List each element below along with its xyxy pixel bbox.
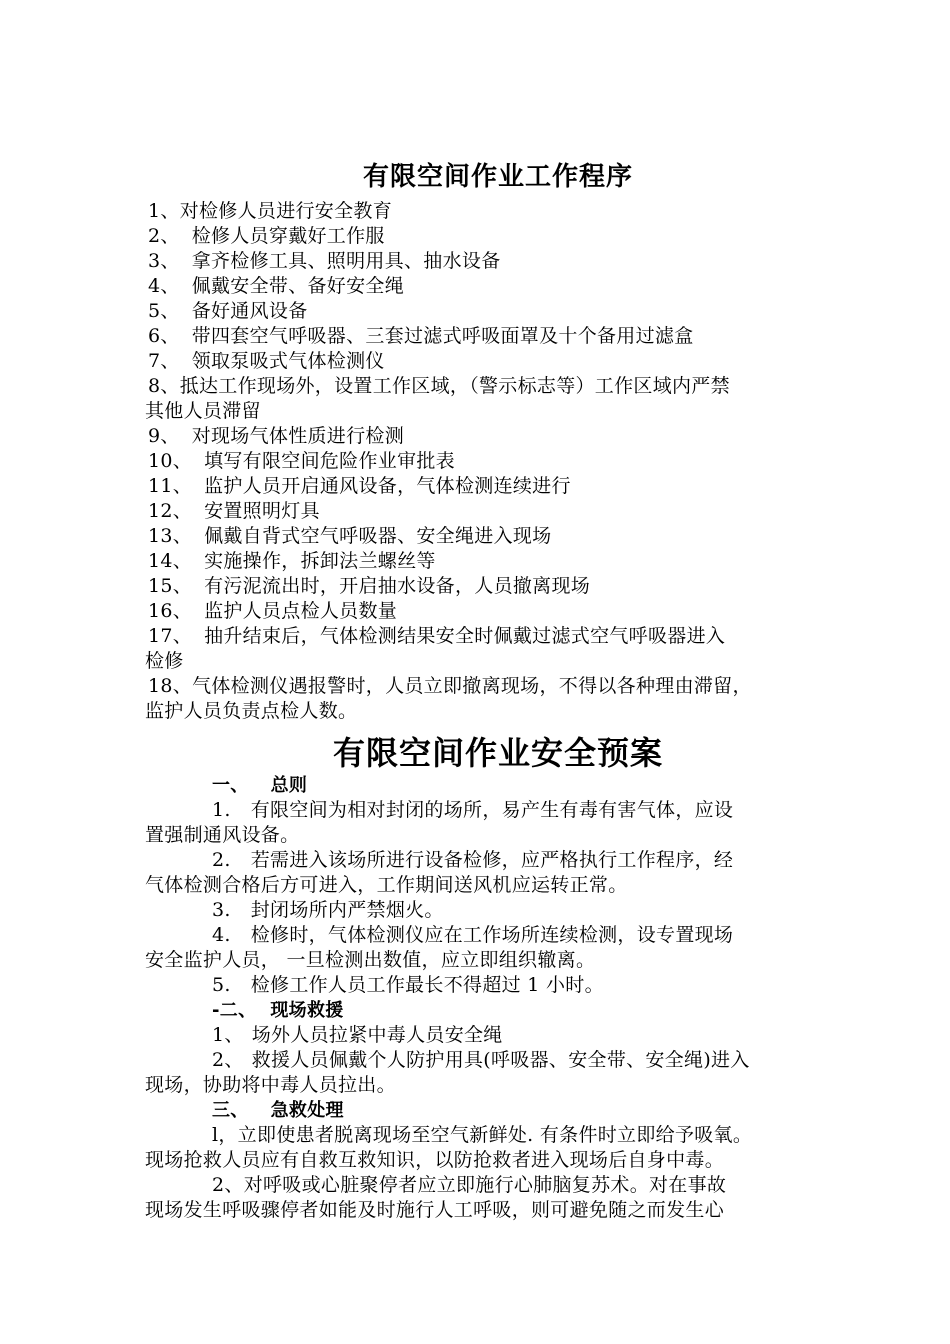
step-number: 17、 bbox=[148, 625, 193, 647]
first-aid-item-2: 2、对呼吸或心脏聚停者应立即施行心肺脑复苏术。对在事故 bbox=[212, 1174, 727, 1196]
item-number: 1、 bbox=[212, 1024, 244, 1046]
step-text: 抽升结束后，气体检测结果安全时佩戴过滤式空气呼吸器进入 bbox=[204, 625, 726, 647]
step-text: 实施操作，拆卸法兰螺丝等 bbox=[204, 550, 436, 572]
step-text: 拿齐检修工具、照明用具、抽水设备 bbox=[191, 250, 501, 272]
step-text: 填写有限空间危险作业审批表 bbox=[204, 450, 455, 472]
item-number: 4. bbox=[212, 924, 231, 946]
step-number: 2、 bbox=[148, 225, 180, 247]
procedure-step-18-continued: 监护人员负责点检人数。 bbox=[145, 700, 358, 722]
step-number: 11、 bbox=[148, 475, 193, 497]
general-item-4 bbox=[212, 923, 733, 948]
item-number: 2、 bbox=[212, 1049, 244, 1071]
procedure-step-13 bbox=[145, 524, 551, 549]
step-text: 气体检测仪遇报警时，人员立即撤离现场，不得以各种理由滞留， bbox=[192, 675, 752, 697]
section-number: -二、 bbox=[212, 1000, 257, 1021]
step-text: 领取泵吸式气体检测仪 bbox=[191, 350, 385, 372]
step-text: 对现场气体性质进行检测 bbox=[191, 425, 405, 447]
item-text: 检修工作人员工作最长不得超过 1 小时。 bbox=[250, 974, 604, 996]
item-text: 若需进入该场所进行设备检修，应严格执行工作程序，经 bbox=[250, 849, 734, 871]
item-text: 救援人员佩戴个人防护用具(呼吸器、安全带、安全绳)进入 bbox=[251, 1049, 750, 1071]
procedure-step-2 bbox=[145, 224, 385, 249]
procedure-title: 有限空间作业工作程序 bbox=[362, 162, 633, 192]
procedure-step-18 bbox=[145, 674, 752, 699]
procedure-step-1 bbox=[145, 199, 392, 224]
plan-title: 有限空间作业安全预案 bbox=[332, 734, 663, 772]
rescue-item-1 bbox=[212, 1023, 503, 1048]
section-title: 现场救援 bbox=[270, 1000, 344, 1021]
step-text: 监护人员点检人员数量 bbox=[204, 600, 398, 622]
item-text: 检修时，气体检测仪应在工作场所连续检测，设专置现场 bbox=[250, 924, 734, 946]
step-text: 有污泥流出时，开启抽水设备，人员撤离现场 bbox=[204, 575, 591, 597]
step-text: 抵达工作现场外，设置工作区域，（警示标志等）工作区域内严禁 bbox=[179, 375, 730, 397]
step-number: 8、 bbox=[148, 375, 180, 397]
step-number: 4、 bbox=[148, 275, 180, 297]
step-number: 5、 bbox=[148, 300, 180, 322]
item-number: 5. bbox=[212, 974, 231, 996]
procedure-step-10 bbox=[145, 449, 455, 474]
item-text: 场外人员拉紧中毒人员安全绳 bbox=[251, 1024, 503, 1046]
step-number: 13、 bbox=[148, 525, 193, 547]
procedure-step-17-continued: 检修 bbox=[145, 650, 184, 672]
procedure-step-11 bbox=[145, 474, 571, 499]
general-item-2 bbox=[212, 848, 733, 873]
section-number: 三、 bbox=[212, 1100, 249, 1121]
procedure-step-8 bbox=[145, 374, 730, 399]
item-text: 有限空间为相对封闭的场所，易产生有毒有害气体，应设 bbox=[250, 799, 734, 821]
section-title: 总则 bbox=[270, 775, 308, 796]
first-aid-item-1-continued: 现场抢救人员应有自救互救知识，以防抢救者进入现场后自身中毒。 bbox=[145, 1149, 725, 1171]
section-number: 一、 bbox=[212, 775, 249, 796]
section-heading-first-aid bbox=[212, 1098, 344, 1123]
step-number: 16、 bbox=[148, 600, 193, 622]
item-number: 1. bbox=[212, 799, 231, 821]
procedure-step-5 bbox=[145, 299, 308, 324]
procedure-step-4 bbox=[145, 274, 404, 299]
general-item-2-continued: 气体检测合格后方可进入，工作期间送风机应运转正常。 bbox=[145, 874, 628, 896]
step-number: 9、 bbox=[148, 425, 180, 447]
step-text: 带四套空气呼吸器、三套过滤式呼吸面罩及十个备用过滤盒 bbox=[191, 325, 694, 347]
step-number: 6、 bbox=[148, 325, 180, 347]
rescue-item-2 bbox=[212, 1048, 750, 1073]
procedure-step-7 bbox=[145, 349, 385, 374]
first-aid-item-2-continued: 现场发生呼吸骤停者如能及时施行人工呼吸，则可避免随之而发生心 bbox=[145, 1199, 725, 1221]
general-item-1 bbox=[212, 798, 733, 823]
step-number: 12、 bbox=[148, 500, 193, 522]
step-text: 佩戴自背式空气呼吸器、安全绳进入现场 bbox=[204, 525, 552, 547]
step-text: 检修人员穿戴好工作服 bbox=[191, 225, 385, 247]
general-item-1-continued: 置强制通风设备。 bbox=[145, 824, 300, 846]
step-text: 安置照明灯具 bbox=[204, 500, 320, 522]
item-text: 封闭场所内严禁烟火。 bbox=[250, 899, 444, 921]
step-text: 对检修人员进行安全教育 bbox=[179, 200, 393, 222]
procedure-step-14 bbox=[145, 549, 436, 574]
step-text: 备好通风设备 bbox=[191, 300, 308, 322]
procedure-step-17 bbox=[145, 624, 725, 649]
general-item-3 bbox=[212, 898, 444, 923]
procedure-step-15 bbox=[145, 574, 590, 599]
section-heading-rescue bbox=[212, 998, 344, 1023]
step-number: 1、 bbox=[148, 200, 180, 222]
procedure-step-16 bbox=[145, 599, 397, 624]
rescue-item-2-continued: 现场，协助将中毒人员拉出。 bbox=[145, 1074, 396, 1096]
procedure-step-8-continued: 其他人员滞留 bbox=[145, 400, 261, 422]
general-item-5 bbox=[212, 973, 604, 998]
section-title: 急救处理 bbox=[270, 1100, 344, 1121]
procedure-step-9 bbox=[145, 424, 404, 449]
step-text: 监护人员开启通风设备，气体检测连续进行 bbox=[204, 475, 571, 497]
section-heading-general bbox=[212, 773, 307, 798]
procedure-step-3 bbox=[145, 249, 501, 274]
procedure-step-6 bbox=[145, 324, 694, 349]
step-number: 18、 bbox=[148, 675, 193, 697]
step-number: 3、 bbox=[148, 250, 180, 272]
step-number: 14、 bbox=[148, 550, 193, 572]
step-number: 7、 bbox=[148, 350, 180, 372]
first-aid-item-1: l，立即使患者脱离现场至空气新鲜处. 有条件时立即给予吸氧。 bbox=[212, 1124, 753, 1146]
procedure-step-12 bbox=[145, 499, 320, 524]
step-number: 10、 bbox=[148, 450, 193, 472]
item-number: 3. bbox=[212, 899, 231, 921]
step-number: 15、 bbox=[148, 575, 193, 597]
general-item-4-continued: 安全监护人员， 一旦检测出数值，应立即组织辙离。 bbox=[145, 949, 596, 971]
item-number: 2. bbox=[212, 849, 231, 871]
step-text: 佩戴安全带、备好安全绳 bbox=[191, 275, 405, 297]
